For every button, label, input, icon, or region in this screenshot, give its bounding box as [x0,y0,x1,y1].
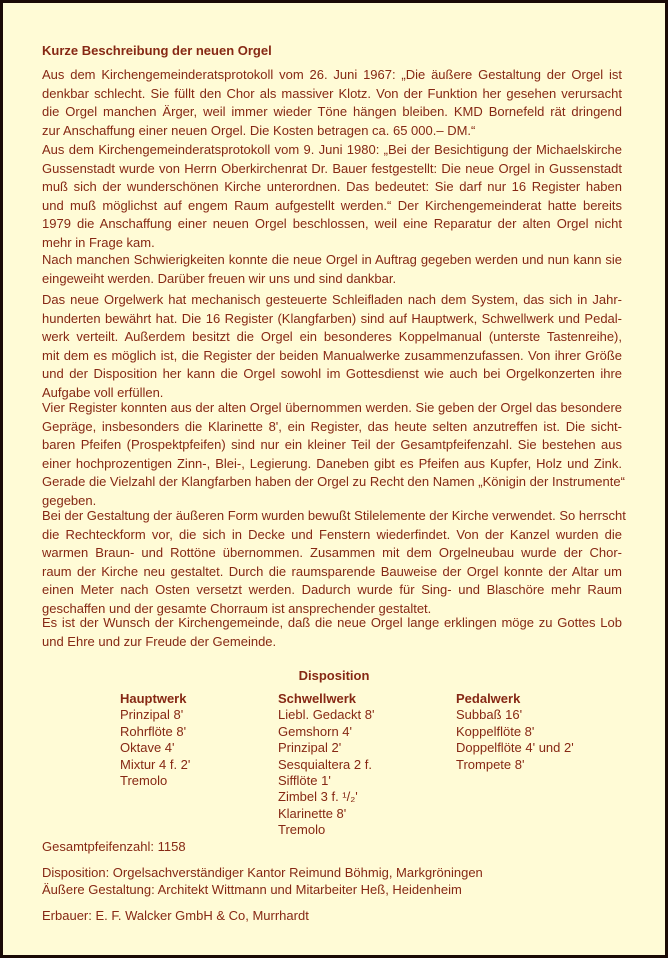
register-item: Subbaß 16' [456,707,523,723]
text-line: muß sich der wunderschönen Kirche unterordnen. Das bedeutet: Sie darf nur 16 Register haben [42,179,622,195]
text-line: einer hochprozentigen Zinn-, Blei-, Legierung. Daneben gibt es Pfeifen aus Kupfer, Holz und Zink. [42,455,622,471]
text-line: Das neue Orgelwerk hat mechanisch gesteuerte Schleifladen nach dem System, das sich in Jahr- [42,292,622,307]
text-line: eingeweiht werden. Darüber freuen wir uns und sind dankbar. [42,270,397,286]
text-line: mehr in Frage kam. [42,234,155,250]
text-line: geschaffen und der gesamte Chorraum ist ansprechender gestaltet. [42,600,432,616]
text-line: und Ehre und zur Freude der Gemeinde. [42,633,277,649]
register-item: Sesquialtera 2 f. [278,756,372,772]
paragraph [42,291,622,403]
paragraph [42,614,622,651]
text-line: gegeben. [42,492,97,508]
text-line: Aus dem Kirchengemeinderatsprotokoll vom 26. Juni 1967: „Die äußere Gestaltung der Orgel ist [42,67,622,82]
text-line: Aufgabe voll erfüllen. [42,384,164,400]
text-line: denkbar schlecht. Sie füllt den Chor als massiver Klotz. Von der Funktion her gesehen verursacht [42,85,622,101]
register-item: Prinzipal 2' [278,740,342,756]
text-line: 1979 die Anschaffung einer neuen Orgel beschlossen, weil eine Reparatur der alten Orgel nicht [42,216,622,232]
disposition-column [278,691,374,839]
disposition-heading: Disposition [298,668,370,683]
document-title: Kurze Beschreibung der neuen Orgel [42,43,272,58]
paragraph [42,66,622,140]
text-line: Gussenstadt wurde von Herrn Oberkirchenrat Dr. Bauer festgestellt: Die neue Orgel in Gussenstadt [42,160,622,176]
text-line: und der Disposition her kann die Orgel sowohl im Gottesdienst wie auch bei Orgelkonzerten ihre [42,366,622,382]
text-line: warmen Braun- und Rottöne übernommen. Zusammen mit dem Orgelneubau wurde der Chor- [42,545,622,561]
text-line: zur Anschaffung einer neuen Orgel. Die Kosten betragen ca. 65 000.– DM.“ [42,122,476,138]
register-item: Rohrflöte 8' [120,723,187,739]
text-line: hunderten bewährt hat. Die 16 Register (Klangfarben) sind auf Hauptwerk, Schwellwerk und Pedal- [42,310,622,326]
text-line: und muß möglichst auf engem Raum aufgestellt werden.“ Der Kirchengemeinderat hatte bereits [42,197,622,213]
text-line: baren Pfeifen (Prospektpfeifen) sind nur ein kleiner Teil der Gesamtpfeifenzahl. Sie bestehen aus [42,437,622,453]
register-item: Liebl. Gedackt 8' [278,707,375,723]
column-heading: Pedalwerk [456,691,521,706]
text-line: Bei der Gestaltung der äußeren Form wurden bewußt Stilelemente der Kirche verwendet. So herrscht [42,508,626,523]
builder-credit: Erbauer: E. F. Walcker GmbH & Co, Murrhardt [42,908,309,923]
register-item: Trompete 8' [456,756,525,772]
text-line: werk verteilt. Außerdem besitzt die Orgel ein besonderes Koppelmanual (unterste Tastenreihe), [42,329,622,345]
register-item: Zimbel 3 f. ¹/₂' [278,789,358,805]
disposition-column [120,691,190,789]
register-item: Tremolo [278,822,326,838]
text-line: mit dem es möglich ist, die Register der beiden Manualwerke zusammenzufassen. Von ihrer Größe [42,347,622,363]
text-line: einen Meter nach Osten versetzt werden. Dadurch wurde für Sing- und Blaschöre mehr Raum [42,582,622,598]
paragraph [42,507,626,619]
text-line: Es ist der Wunsch der Kirchengemeinde, daß die neue Orgel lange erklingen möge zu Gottes Lob [42,615,622,630]
disposition-column [456,691,574,773]
text-line: die Rechteckform vor, die sich in Decke und Fenstern wiederfindet. Von der Kanzel wurden die [42,526,622,542]
text-line: Aus dem Kirchengemeinderatsprotokoll vom 9. Juni 1980: „Bei der Besichtigung der Michaelskirche [42,142,622,157]
register-item: Tremolo [120,773,168,789]
paragraph [42,251,622,288]
text-line: Gepräge, insbesonders die Klarinette 8', ein Register, das heute selten anzutreffen ist. Die sicht- [42,418,622,434]
register-item: Prinzipal 8' [120,707,184,723]
total-pipes: Gesamtpfeifenzahl: 1158 [42,839,186,854]
paragraph [42,141,622,253]
column-heading: Hauptwerk [120,691,187,706]
register-item: Doppelflöte 4' und 2' [456,740,574,756]
text-line: raum der Kirche neu gestaltet. Durch die raumsparende Bauweise der Orgel konnte der Altar um [42,563,622,579]
disposition-credit: Disposition: Orgelsachverständiger Kantor Reimund Böhmig, Markgröningen [42,865,483,880]
register-item: Sifflöte 1' [278,773,331,789]
text-line: Nach manchen Schwierigkeiten konnte die neue Orgel in Auftrag gegeben werden und nun kann sie [42,252,622,267]
register-item: Oktave 4' [120,740,175,756]
paragraph [42,399,625,511]
column-heading: Schwellwerk [278,691,357,706]
text-line: die Orgel manchen Ärger, weil immer wieder Töne hängen bleiben. KMD Bornefeld rät dringend [42,104,622,120]
register-item: Koppelflöte 8' [456,723,535,739]
text-line: Vier Register konnten aus der alten Orgel übernommen werden. Sie geben der Orgel das besondere [42,400,622,415]
register-item: Klarinette 8' [278,805,347,821]
text-line: Gerade die Vielzahl der Klangfarben haben der Orgel zu Recht den Namen „Königin der Instrumente“ [42,474,625,490]
design-credit: Äußere Gestaltung: Architekt Wittmann und Mitarbeiter Heß, Heidenheim [42,882,462,897]
register-item: Gemshorn 4' [278,723,353,739]
register-item: Mixtur 4 f. 2' [120,756,191,772]
document-page [3,3,665,955]
